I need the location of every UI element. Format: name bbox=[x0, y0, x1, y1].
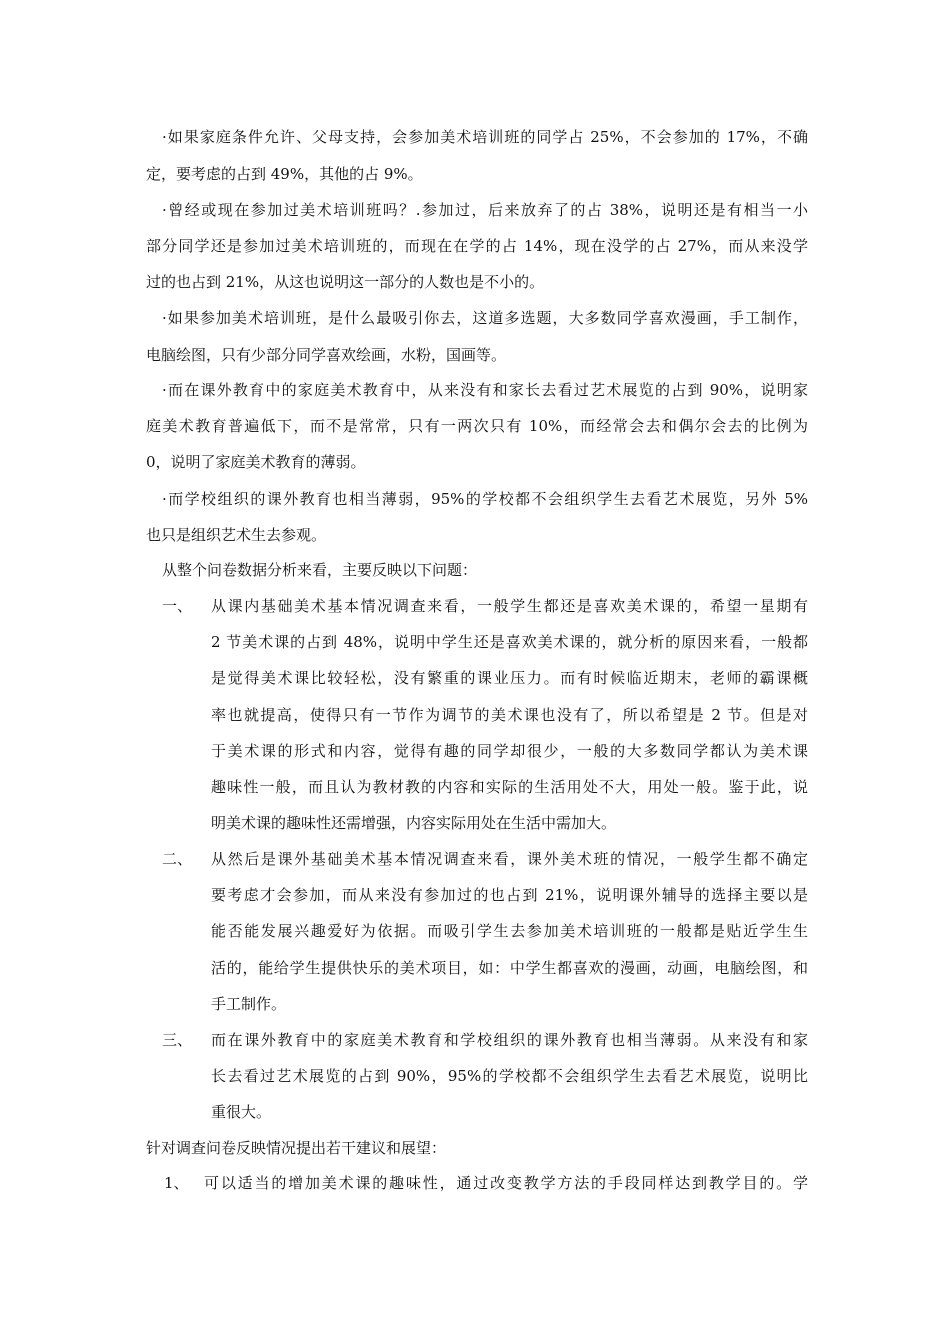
list-marker: 二、 bbox=[162, 850, 193, 868]
list-item-line: 而在课外教育中的家庭美术教育和学校组织的课外教育也相当薄弱。从来没有和家 bbox=[211, 1031, 808, 1049]
list-item-line: 从课内基础美术基本情况调查来看，一般学生都还是喜欢美术课的，希望一星期有 bbox=[211, 597, 808, 615]
list-item-line: 重很大。 bbox=[211, 1103, 272, 1121]
paragraph-line: 过的也占到 21%，从这也说明这一部分的人数也是不小的。 bbox=[146, 273, 545, 291]
paragraph-line: ·而在课外教育中的家庭美术教育中，从来没有和家长去看过艺术展览的占到 90%，说明家 bbox=[162, 381, 808, 399]
paragraph-line: 部分同学还是参加过美术培训班的，而现在在学的占 14%，现在没学的占 27%，而从来没学 bbox=[146, 237, 808, 255]
list-item-line: 长去看过艺术展览的占到 90%，95%的学校都不会组织学生去看艺术展览，说明比 bbox=[211, 1067, 808, 1085]
list-marker: 1、 bbox=[164, 1174, 189, 1192]
list-item-line: 明美术课的趣味性还需增强，内容实际用处在生活中需加大。 bbox=[211, 814, 617, 832]
paragraph-line: 电脑绘图，只有少部分同学喜欢绘画，水粉，国画等。 bbox=[146, 346, 507, 364]
section-intro: 针对调查问卷反映情况提出若干建议和展望： bbox=[146, 1139, 447, 1157]
paragraph-line: ·曾经或现在参加过美术培训班吗？.参加过，后来放弃了的占 38%，说明还是有相当一小 bbox=[162, 201, 808, 219]
list-item-line: 2 节美术课的占到 48%，说明中学生还是喜欢美术课的，就分析的原因来看，一般都 bbox=[211, 633, 808, 651]
list-item-line: 于美术课的形式和内容，觉得有趣的同学却很少，一般的大多数同学都认为美术课 bbox=[211, 742, 808, 760]
list-item-line: 从然后是课外基础美术基本情况调查来看，课外美术班的情况，一般学生都不确定 bbox=[211, 850, 808, 868]
section-intro: 从整个问卷数据分析来看，主要反映以下问题： bbox=[162, 561, 478, 579]
list-marker: 三、 bbox=[162, 1031, 193, 1049]
list-item-line: 可以适当的增加美术课的趣味性，通过改变教学方法的手段同样达到教学目的。学 bbox=[204, 1174, 808, 1192]
list-item-line: 趣味性一般，而且认为教材教的内容和实际的生活用处不大，用处一般。鉴于此，说 bbox=[211, 778, 808, 796]
list-item-line: 率也就提高，使得只有一节作为调节的美术课也没有了，所以希望是 2 节。但是对 bbox=[211, 706, 808, 724]
list-item-line: 能否能发展兴趣爱好为依据。而吸引学生去参加美术培训班的一般都是贴近学生生 bbox=[211, 922, 808, 940]
paragraph-line: 庭美术教育普遍低下，而不是常常，只有一两次只有 10%，而经常会去和偶尔会去的比例为 bbox=[146, 417, 808, 435]
list-item-line: 活的，能给学生提供快乐的美术项目，如：中学生都喜欢的漫画，动画，电脑绘图，和 bbox=[211, 959, 808, 977]
paragraph-line: ·而学校组织的课外教育也相当薄弱，95%的学校都不会组织学生去看艺术展览，另外 5% bbox=[162, 490, 808, 508]
paragraph-line: ·如果参加美术培训班，是什么最吸引你去，这道多选题，大多数同学喜欢漫画，手工制作， bbox=[162, 309, 808, 327]
list-item-line: 手工制作。 bbox=[211, 995, 287, 1013]
paragraph-line: 也只是组织艺术生去参观。 bbox=[146, 526, 327, 544]
list-item-line: 要考虑才会参加，而从来没有参加过的也占到 21%，说明课外辅导的选择主要以是 bbox=[211, 886, 808, 904]
paragraph-line: ·如果家庭条件允许、父母支持，会参加美术培训班的同学占 25%，不会参加的 17%，不确 bbox=[162, 128, 808, 146]
list-marker: 一、 bbox=[162, 597, 193, 615]
paragraph-line: 定，要考虑的占到 49%，其他的占 9%。 bbox=[146, 165, 423, 183]
list-item-line: 是觉得美术课比较轻松，没有繁重的课业压力。而有时候临近期末，老师的霸课概 bbox=[211, 669, 808, 687]
paragraph-line: 0，说明了家庭美术教育的薄弱。 bbox=[146, 453, 366, 471]
